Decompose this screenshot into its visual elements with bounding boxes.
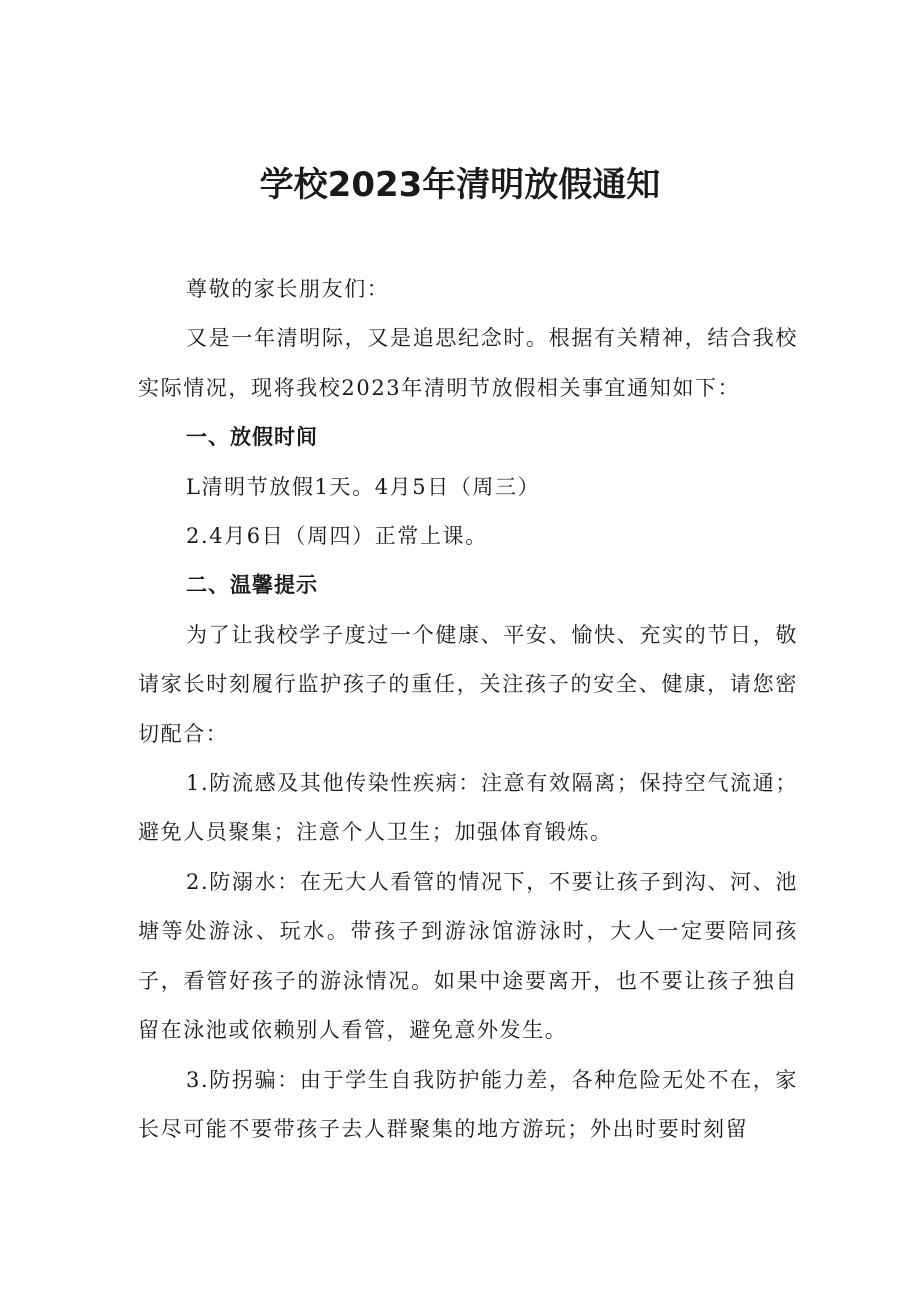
page-title: 学校2023年清明放假通知: [259, 165, 661, 205]
section-heading-holiday-time: 一、放假时间: [186, 425, 318, 450]
tip-item-1: 1.防流感及其他传染性疾病：注意有效隔离；保持空气流通；避免人员聚集；注意个人卫生；加强体育锻炼。: [138, 771, 798, 845]
document-body: [138, 265, 798, 1154]
salutation: 尊敬的家长朋友们：: [186, 277, 390, 301]
tip-item-3: 3.防拐骗：由于学生自我防护能力差，各种危险无处不在，家长尽可能不要带孩子去人群聚集的地方游玩；外出时要时刻留: [138, 1067, 798, 1141]
holiday-item-1: L清明节放假1天。4月5日（周三）: [186, 474, 541, 499]
tip-item-2: 2.防溺水：在无大人看管的情况下，不要让孩子到沟、河、池塘等处游泳、玩水。带孩子到游泳馆游泳时，大人一定要陪同孩子，看管好孩子的游泳情况。如果中途要离开，也不要让孩子独自留在泳池或依赖别人看管，避免意外发生。: [138, 869, 798, 1043]
tips-intro-paragraph: 为了让我校学子度过一个健康、平安、愉快、充实的节日，敬请家长时刻履行监护孩子的重任，关注孩子的安全、健康，请您密切配合：: [138, 622, 798, 746]
section-heading-tips: 二、温馨提示: [186, 573, 318, 598]
intro-paragraph: 又是一年清明际，又是追思纪念时。根据有关精神，结合我校实际情况，现将我校2023年清明节放假相关事宜通知如下：: [138, 326, 798, 400]
holiday-item-2: 2.4月6日（周四）正常上课。: [186, 524, 488, 549]
